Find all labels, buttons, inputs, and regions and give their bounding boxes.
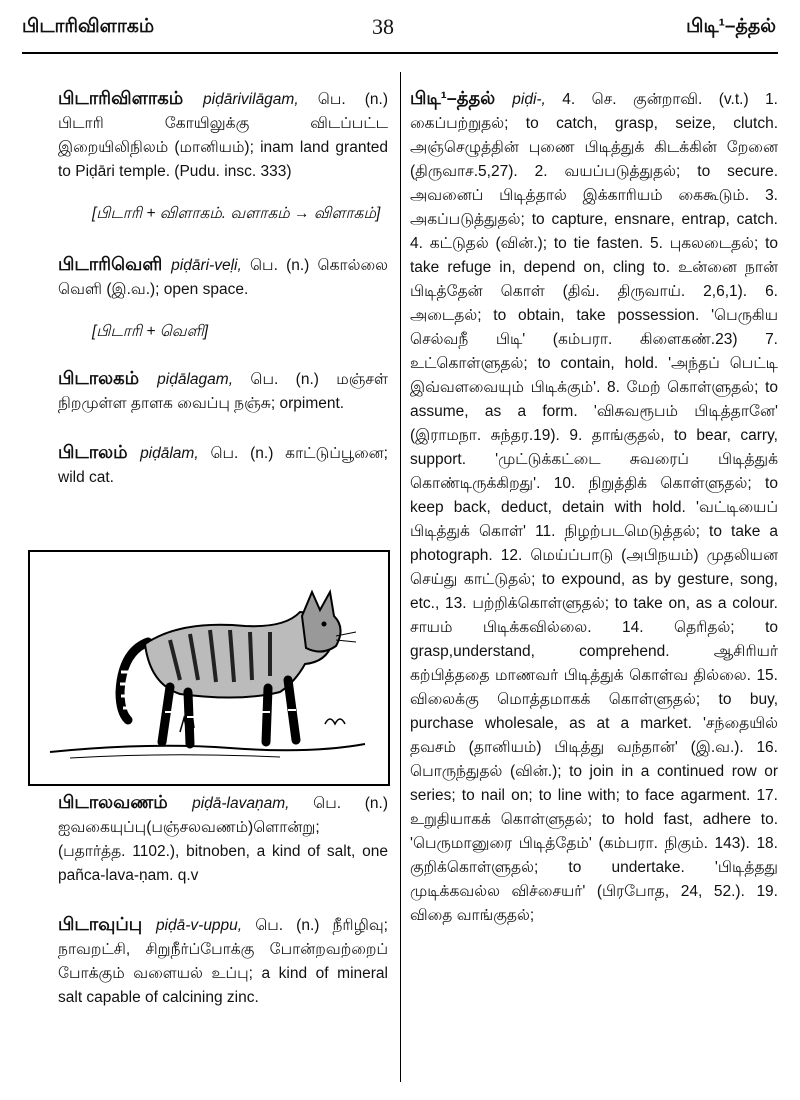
entry-headword: பிடாலகம் [58,368,158,388]
entry-headword: பிடாலவணம் [58,792,193,812]
entry-sense: 5. புகலடைதல்; to take refuge in, depend on, cling to. உன்னை நான் பிடித்தேன் கொள் (திவ். திருவாய். 2,6,1). [410,235,778,300]
header-rule [22,52,778,54]
entry-headword: பிடாலம் [58,442,141,462]
entry-transliteration: piḍāri-veḷi, [171,257,250,274]
left-column [58,86,388,490]
entry-sense: 9. தாங்குதல், to bear, carry, support. 'முட்டுக்கட்டை சுவரைப் பிடித்துக் கொண்டிருக்கிறது'. [410,427,778,492]
dictionary-entry [410,86,778,928]
entry-transliteration: piḍā-lavaṇam, [192,795,314,812]
entry-definition: பெ. (n.) கொல்லை வெளி (இ.வ.); open space. [58,257,389,298]
dictionary-entry [58,440,388,490]
entry-sense: 2. வயப்படுத்துதல்; to secure. அவனைப் பிடித்தால் இக்காரியம் கைகூடும். [410,163,778,204]
entry-sense: 15. விலைக்கு மொத்தமாகக் கொள்ளுதல்; to buy, purchase wholesale, as at a market. 'சந்தையில் தவசம் (தானியம்) பிடித்து வந்தான்' (இ.வ.). [410,667,778,756]
entry-sense: 17. உறுதியாகக் கொள்ளுதல்; to hold fast, adhere to. 'பெருமானுரை பிடித்தேம்' (கம்பரா. நிகும். 143). [410,787,778,852]
entry-sense: 1. கைப்பற்றுதல்; to catch, grasp, seize, clutch. அஞ்செழுத்தின் புணை பிடித்துக் கிடக்கின் றேனை (திருவாச.5,27). [410,91,778,180]
entry-headword: பிடாவுப்பு [58,914,156,934]
entry-sense: 4. கட்டுதல் (வின்.); to tie fasten. [410,235,651,252]
entry-transliteration: piḍālam, [140,445,211,462]
entry-definition: பெ. (n.) நீரிழிவு; நாவறட்சி, சிறுநீர்ப்போக்கு போன்றவற்றைப் போக்கும் வளையல் உப்பு; a kind of mineral salt capable of calcining zinc. [58,917,388,1006]
dictionary-entry [58,912,388,1010]
entry-transliteration: piḍārivilāgam, [203,91,318,108]
entry-sense: 13. பற்றிக்கொள்ளுதல்; to take on, as a colour. சாயம் பிடிக்கவில்லை. [410,595,778,636]
column-divider [400,72,401,1082]
entry-headword: பிடி¹–த்தல் [410,88,513,108]
dictionary-entry [58,366,388,416]
entry-sense: 3. அகப்படுத்துதல்; to capture, ensnare, entrap, catch. [410,187,778,228]
entry-transliteration: piḍālagam, [157,371,251,388]
wild-cat-drawing [30,552,384,780]
dictionary-entry [58,252,388,302]
entry-definition: பெ. (n.) ஐவகையுப்பு(பஞ்சலவணம்)ளொன்று; (பதார்த்த. 1102.), bitnoben, a kind of salt, one pañca-lava-ṇam. q.v [58,795,388,884]
entry-headword: பிடாரிவிளாகம் [58,88,204,108]
right-column [410,86,778,928]
entry-sense: 7. உட்கொள்ளுதல்; to contain, hold. 'அந்தப் பெட்டி இவ்வளவையும் பிடிக்கும்'. [410,331,778,396]
dictionary-entry [58,86,388,184]
entry-sense: 10. நிறுத்திக் கொள்ளுதல்; to keep back, deduct, detain with hold. 'வட்டியைப் பிடித்துக் கொள்' [410,475,778,540]
page-number: 38 [372,14,394,39]
entry-sense: 14. தெரிதல்; to grasp,understand, comprehend. ஆசிரியர் கற்பித்ததை மாணவர் பிடித்துக் கொள்வ தில்லை. [410,619,778,684]
entry-definition: பெ. (n.) காட்டுப்பூனை; wild cat. [58,445,388,486]
entry-sense: 12. மெய்ப்பாடு (அபிநயம்) முதலியன செய்து காட்டுதல்; to expound, as by gesture, song, etc., [410,547,779,612]
entry-sense: 19. விதை வாங்குதல்; [410,883,778,924]
entry-transliteration: piḍi-, [512,91,563,108]
entry-sense: 18. குறிக்கொள்ளுதல்; to undertake. 'பிடித்தது முடிக்கவல்ல விச்சையர்' (பிரபோத, 24, 52.). [410,835,778,900]
left-column-lower [58,790,388,1010]
wild-cat-illustration [28,550,390,786]
entry-sense: 6. அடைதல்; to obtain, take possession. 'பெருகிய செல்வநீ பிடி' (கம்பரா. கிளைகண்.23) [410,283,778,348]
header-right-guideword: பிடி¹–த்தல் [686,16,776,37]
entry-definition: பெ. (n.) பிடாரி கோயிலுக்கு விடப்பட்ட இறையிலிநிலம் (மானியம்); inam land granted to Piḍāri temple. (Pudu. insc. 333) [58,91,388,180]
entry-etymology: [பிடாரி + விளாகம். வளாகம் → விளாகம்] [92,205,381,222]
entry-etymology: [பிடாரி + வெளி] [92,323,209,340]
entry-definition: பெ. (n.) மஞ்சள் நிறமுள்ள தாளக வைப்பு நஞ்சு; orpiment. [58,371,388,412]
entry-sense: 11. நிழற்படமெடுத்தல்; to take a photograph. [410,523,778,564]
entry-headword: பிடாரிவெளி [58,254,172,274]
entry-grammar: 4. செ. குன்றாவி. (v.t.) [562,91,766,108]
entry-transliteration: piḍā-v-uppu, [155,917,256,934]
entry-sense: 8. மேற் கொள்ளுதல்; to assume, as a form. 'விசுவரூபம் பிடித்தானே' (இராமநா. சுந்தர.19). [410,379,778,444]
entry-sense: 16. பொருந்துதல் (வின்.); to join in a continued row or series; to nail on; to line with; to face agarment. [410,739,778,804]
header-left-guideword: பிடாரிவிளாகம் [22,16,155,37]
dictionary-entry [58,790,388,888]
